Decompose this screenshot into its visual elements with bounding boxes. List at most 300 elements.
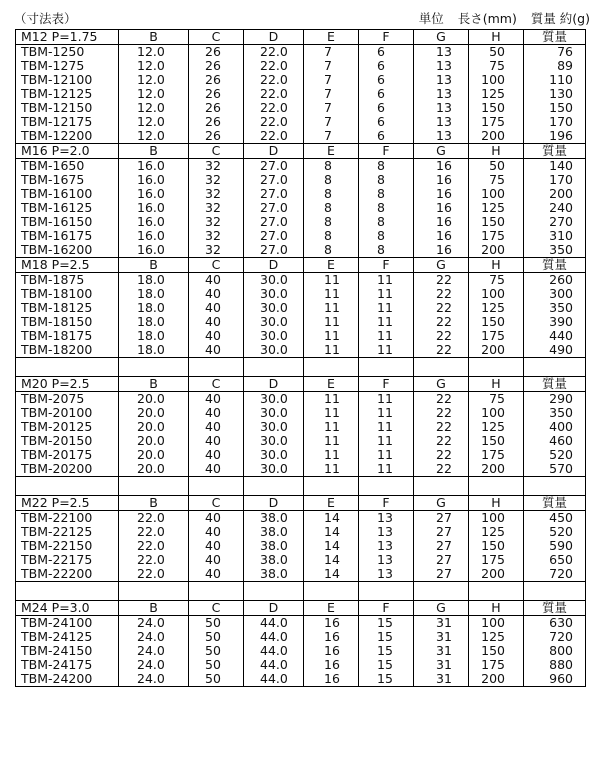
cell-g: 22 (414, 420, 469, 434)
cell-weight: 800 (524, 644, 586, 658)
cell-g: 13 (414, 73, 469, 87)
cell-h: 125 (469, 201, 524, 215)
group-thread-label: M20 P=2.5 (16, 377, 119, 392)
cell-d: 22.0 (244, 101, 304, 115)
cell-f: 13 (359, 511, 414, 526)
table-row (16, 229, 586, 243)
group-header-row (16, 496, 586, 511)
cell-e: 11 (304, 392, 359, 407)
cell-weight: 630 (524, 616, 586, 631)
table-title: （寸法表） (14, 11, 77, 26)
cell-weight: 350 (524, 301, 586, 315)
column-header-d: D (244, 601, 304, 616)
blank-cell (119, 477, 189, 496)
weight-unit-label: 質量 約(g) (530, 11, 590, 26)
cell-e: 11 (304, 343, 359, 358)
column-header-f: F (359, 258, 414, 273)
part-number-cell: TBM-1650 (16, 159, 119, 174)
table-row (16, 525, 586, 539)
cell-weight: 300 (524, 287, 586, 301)
cell-g: 27 (414, 539, 469, 553)
cell-g: 31 (414, 644, 469, 658)
cell-d: 38.0 (244, 525, 304, 539)
cell-h: 175 (469, 553, 524, 567)
cell-g: 13 (414, 101, 469, 115)
table-row (16, 511, 586, 526)
cell-c: 26 (189, 73, 244, 87)
part-number-cell: TBM-12200 (16, 129, 119, 144)
cell-e: 16 (304, 644, 359, 658)
cell-d: 27.0 (244, 229, 304, 243)
cell-g: 22 (414, 434, 469, 448)
cell-h: 150 (469, 539, 524, 553)
cell-f: 11 (359, 462, 414, 477)
table-row (16, 301, 586, 315)
cell-g: 22 (414, 315, 469, 329)
column-header-c: C (189, 258, 244, 273)
cell-d: 30.0 (244, 434, 304, 448)
cell-g: 22 (414, 287, 469, 301)
cell-c: 32 (189, 173, 244, 187)
cell-f: 15 (359, 616, 414, 631)
cell-b: 12.0 (119, 115, 189, 129)
column-header-g: G (414, 377, 469, 392)
cell-weight: 310 (524, 229, 586, 243)
cell-c: 50 (189, 630, 244, 644)
cell-weight: 520 (524, 525, 586, 539)
cell-e: 11 (304, 301, 359, 315)
group-header-row (16, 601, 586, 616)
cell-f: 13 (359, 567, 414, 582)
cell-h: 200 (469, 129, 524, 144)
cell-h: 100 (469, 187, 524, 201)
part-number-cell: TBM-16150 (16, 215, 119, 229)
part-number-cell: TBM-12150 (16, 101, 119, 115)
cell-c: 26 (189, 45, 244, 60)
blank-cell (304, 358, 359, 377)
part-number-cell: TBM-24200 (16, 672, 119, 687)
column-header-b: B (119, 496, 189, 511)
cell-f: 11 (359, 315, 414, 329)
column-header-h: H (469, 601, 524, 616)
column-header-e: E (304, 496, 359, 511)
blank-row (16, 582, 586, 601)
cell-b: 18.0 (119, 287, 189, 301)
blank-cell (189, 477, 244, 496)
cell-d: 22.0 (244, 45, 304, 60)
cell-f: 13 (359, 553, 414, 567)
part-number-cell: TBM-12125 (16, 87, 119, 101)
cell-c: 26 (189, 59, 244, 73)
cell-b: 12.0 (119, 101, 189, 115)
cell-h: 75 (469, 273, 524, 288)
cell-b: 22.0 (119, 539, 189, 553)
blank-cell (244, 358, 304, 377)
cell-b: 22.0 (119, 567, 189, 582)
cell-d: 38.0 (244, 539, 304, 553)
cell-weight: 110 (524, 73, 586, 87)
part-number-cell: TBM-18150 (16, 315, 119, 329)
table-row (16, 672, 586, 687)
cell-c: 40 (189, 329, 244, 343)
cell-c: 26 (189, 115, 244, 129)
cell-g: 22 (414, 406, 469, 420)
cell-f: 8 (359, 173, 414, 187)
cell-h: 50 (469, 159, 524, 174)
cell-f: 15 (359, 672, 414, 687)
cell-b: 12.0 (119, 45, 189, 60)
blank-cell (16, 358, 119, 377)
cell-h: 100 (469, 73, 524, 87)
cell-e: 7 (304, 59, 359, 73)
cell-h: 175 (469, 115, 524, 129)
blank-cell (414, 358, 469, 377)
cell-b: 22.0 (119, 553, 189, 567)
table-row (16, 101, 586, 115)
part-number-cell: TBM-16100 (16, 187, 119, 201)
group-thread-label: M12 P=1.75 (16, 30, 119, 45)
cell-e: 7 (304, 129, 359, 144)
table-row (16, 343, 586, 358)
group-thread-label: M24 P=3.0 (16, 601, 119, 616)
cell-c: 50 (189, 672, 244, 687)
cell-b: 24.0 (119, 630, 189, 644)
cell-b: 20.0 (119, 420, 189, 434)
part-number-cell: TBM-18125 (16, 301, 119, 315)
cell-f: 8 (359, 159, 414, 174)
cell-d: 38.0 (244, 553, 304, 567)
cell-g: 13 (414, 59, 469, 73)
column-header-c: C (189, 144, 244, 159)
cell-g: 31 (414, 630, 469, 644)
cell-e: 11 (304, 448, 359, 462)
cell-f: 11 (359, 448, 414, 462)
column-header-h: H (469, 377, 524, 392)
cell-d: 22.0 (244, 59, 304, 73)
cell-b: 24.0 (119, 672, 189, 687)
cell-c: 26 (189, 101, 244, 115)
cell-f: 6 (359, 129, 414, 144)
column-header-d: D (244, 144, 304, 159)
cell-e: 11 (304, 287, 359, 301)
table-row (16, 59, 586, 73)
table-row (16, 616, 586, 631)
cell-g: 13 (414, 115, 469, 129)
column-header-weight: 質量 (524, 377, 586, 392)
cell-f: 11 (359, 406, 414, 420)
table-row (16, 434, 586, 448)
column-header-b: B (119, 258, 189, 273)
cell-g: 16 (414, 159, 469, 174)
cell-h: 200 (469, 462, 524, 477)
cell-f: 11 (359, 273, 414, 288)
cell-weight: 140 (524, 159, 586, 174)
cell-weight: 196 (524, 129, 586, 144)
cell-d: 44.0 (244, 644, 304, 658)
table-row (16, 406, 586, 420)
table-row (16, 329, 586, 343)
cell-weight: 170 (524, 173, 586, 187)
cell-weight: 460 (524, 434, 586, 448)
blank-cell (244, 477, 304, 496)
cell-h: 125 (469, 87, 524, 101)
part-number-cell: TBM-24100 (16, 616, 119, 631)
cell-weight: 440 (524, 329, 586, 343)
cell-e: 14 (304, 539, 359, 553)
cell-b: 16.0 (119, 173, 189, 187)
cell-b: 16.0 (119, 201, 189, 215)
cell-b: 24.0 (119, 616, 189, 631)
column-header-e: E (304, 30, 359, 45)
blank-cell (16, 582, 119, 601)
column-header-d: D (244, 377, 304, 392)
cell-g: 27 (414, 511, 469, 526)
column-header-f: F (359, 30, 414, 45)
part-number-cell: TBM-18200 (16, 343, 119, 358)
cell-g: 31 (414, 672, 469, 687)
cell-f: 8 (359, 187, 414, 201)
table-row (16, 658, 586, 672)
cell-h: 100 (469, 406, 524, 420)
cell-c: 40 (189, 315, 244, 329)
cell-g: 27 (414, 553, 469, 567)
cell-e: 8 (304, 173, 359, 187)
cell-h: 125 (469, 420, 524, 434)
cell-e: 16 (304, 672, 359, 687)
part-number-cell: TBM-1250 (16, 45, 119, 60)
column-header-d: D (244, 30, 304, 45)
cell-d: 27.0 (244, 243, 304, 258)
cell-f: 11 (359, 434, 414, 448)
cell-e: 11 (304, 420, 359, 434)
cell-g: 27 (414, 567, 469, 582)
cell-e: 7 (304, 45, 359, 60)
cell-b: 18.0 (119, 273, 189, 288)
column-header-f: F (359, 377, 414, 392)
table-row (16, 115, 586, 129)
table-row (16, 287, 586, 301)
blank-cell (304, 477, 359, 496)
cell-d: 30.0 (244, 315, 304, 329)
column-header-weight: 質量 (524, 30, 586, 45)
column-header-f: F (359, 601, 414, 616)
table-row (16, 87, 586, 101)
column-header-d: D (244, 258, 304, 273)
cell-c: 40 (189, 539, 244, 553)
column-header-h: H (469, 258, 524, 273)
table-row (16, 315, 586, 329)
part-number-cell: TBM-24150 (16, 644, 119, 658)
blank-cell (414, 477, 469, 496)
cell-e: 16 (304, 630, 359, 644)
table-row (16, 630, 586, 644)
table-caption (14, 9, 590, 27)
cell-e: 7 (304, 115, 359, 129)
cell-h: 125 (469, 630, 524, 644)
cell-c: 40 (189, 420, 244, 434)
cell-weight: 960 (524, 672, 586, 687)
cell-e: 16 (304, 658, 359, 672)
cell-weight: 240 (524, 201, 586, 215)
cell-d: 30.0 (244, 462, 304, 477)
column-header-h: H (469, 30, 524, 45)
column-header-g: G (414, 30, 469, 45)
cell-weight: 880 (524, 658, 586, 672)
cell-e: 11 (304, 329, 359, 343)
blank-cell (119, 358, 189, 377)
blank-cell (16, 477, 119, 496)
cell-g: 22 (414, 301, 469, 315)
column-header-b: B (119, 30, 189, 45)
dimension-table-body (16, 30, 586, 687)
cell-h: 200 (469, 672, 524, 687)
column-header-h: H (469, 496, 524, 511)
cell-d: 38.0 (244, 567, 304, 582)
cell-c: 32 (189, 215, 244, 229)
cell-h: 200 (469, 567, 524, 582)
cell-g: 13 (414, 45, 469, 60)
group-header-row (16, 377, 586, 392)
cell-f: 8 (359, 229, 414, 243)
cell-g: 16 (414, 229, 469, 243)
part-number-cell: TBM-1875 (16, 273, 119, 288)
cell-c: 40 (189, 343, 244, 358)
cell-g: 22 (414, 448, 469, 462)
cell-d: 30.0 (244, 392, 304, 407)
cell-b: 12.0 (119, 129, 189, 144)
blank-cell (189, 358, 244, 377)
cell-weight: 350 (524, 243, 586, 258)
cell-c: 40 (189, 273, 244, 288)
cell-d: 27.0 (244, 201, 304, 215)
cell-g: 22 (414, 329, 469, 343)
cell-b: 22.0 (119, 525, 189, 539)
column-header-f: F (359, 144, 414, 159)
cell-b: 16.0 (119, 187, 189, 201)
cell-c: 32 (189, 229, 244, 243)
cell-e: 14 (304, 511, 359, 526)
cell-d: 44.0 (244, 616, 304, 631)
cell-d: 30.0 (244, 406, 304, 420)
cell-c: 40 (189, 462, 244, 477)
cell-e: 7 (304, 73, 359, 87)
column-header-b: B (119, 144, 189, 159)
blank-row (16, 477, 586, 496)
cell-g: 31 (414, 616, 469, 631)
column-header-e: E (304, 601, 359, 616)
length-unit-label: 長さ(mm) (457, 11, 517, 26)
cell-e: 8 (304, 187, 359, 201)
group-header-row (16, 258, 586, 273)
cell-g: 13 (414, 87, 469, 101)
cell-h: 200 (469, 343, 524, 358)
column-header-weight: 質量 (524, 258, 586, 273)
cell-e: 11 (304, 406, 359, 420)
cell-e: 14 (304, 525, 359, 539)
cell-d: 44.0 (244, 658, 304, 672)
part-number-cell: TBM-18175 (16, 329, 119, 343)
cell-d: 22.0 (244, 115, 304, 129)
cell-b: 18.0 (119, 343, 189, 358)
unit-note (409, 9, 590, 27)
cell-d: 44.0 (244, 672, 304, 687)
column-header-d: D (244, 496, 304, 511)
cell-d: 30.0 (244, 273, 304, 288)
cell-b: 18.0 (119, 329, 189, 343)
cell-h: 150 (469, 315, 524, 329)
blank-cell (414, 582, 469, 601)
cell-d: 30.0 (244, 420, 304, 434)
column-header-h: H (469, 144, 524, 159)
cell-h: 150 (469, 215, 524, 229)
cell-weight: 260 (524, 273, 586, 288)
group-header-row (16, 144, 586, 159)
cell-f: 11 (359, 287, 414, 301)
column-header-g: G (414, 496, 469, 511)
cell-h: 100 (469, 287, 524, 301)
cell-c: 26 (189, 87, 244, 101)
cell-b: 18.0 (119, 301, 189, 315)
table-row (16, 73, 586, 87)
cell-c: 40 (189, 287, 244, 301)
cell-weight: 570 (524, 462, 586, 477)
cell-weight: 390 (524, 315, 586, 329)
cell-h: 175 (469, 658, 524, 672)
blank-cell (524, 582, 586, 601)
cell-h: 75 (469, 59, 524, 73)
cell-b: 20.0 (119, 392, 189, 407)
cell-f: 8 (359, 201, 414, 215)
blank-row (16, 358, 586, 377)
cell-e: 11 (304, 434, 359, 448)
part-number-cell: TBM-1675 (16, 173, 119, 187)
cell-f: 15 (359, 658, 414, 672)
cell-h: 75 (469, 392, 524, 407)
table-row (16, 187, 586, 201)
part-number-cell: TBM-22125 (16, 525, 119, 539)
cell-weight: 150 (524, 101, 586, 115)
cell-d: 30.0 (244, 448, 304, 462)
cell-f: 15 (359, 630, 414, 644)
part-number-cell: TBM-1275 (16, 59, 119, 73)
cell-d: 30.0 (244, 301, 304, 315)
cell-g: 16 (414, 187, 469, 201)
cell-weight: 590 (524, 539, 586, 553)
cell-b: 12.0 (119, 87, 189, 101)
cell-d: 22.0 (244, 87, 304, 101)
cell-c: 32 (189, 187, 244, 201)
cell-g: 22 (414, 392, 469, 407)
cell-c: 40 (189, 553, 244, 567)
column-header-b: B (119, 601, 189, 616)
cell-e: 14 (304, 553, 359, 567)
cell-f: 11 (359, 392, 414, 407)
cell-h: 50 (469, 45, 524, 60)
cell-d: 44.0 (244, 630, 304, 644)
part-number-cell: TBM-12100 (16, 73, 119, 87)
cell-b: 20.0 (119, 434, 189, 448)
cell-f: 6 (359, 87, 414, 101)
column-header-g: G (414, 258, 469, 273)
cell-c: 50 (189, 616, 244, 631)
table-row (16, 567, 586, 582)
table-row (16, 392, 586, 407)
cell-weight: 200 (524, 187, 586, 201)
column-header-weight: 質量 (524, 496, 586, 511)
cell-f: 11 (359, 343, 414, 358)
cell-e: 7 (304, 87, 359, 101)
cell-h: 150 (469, 434, 524, 448)
